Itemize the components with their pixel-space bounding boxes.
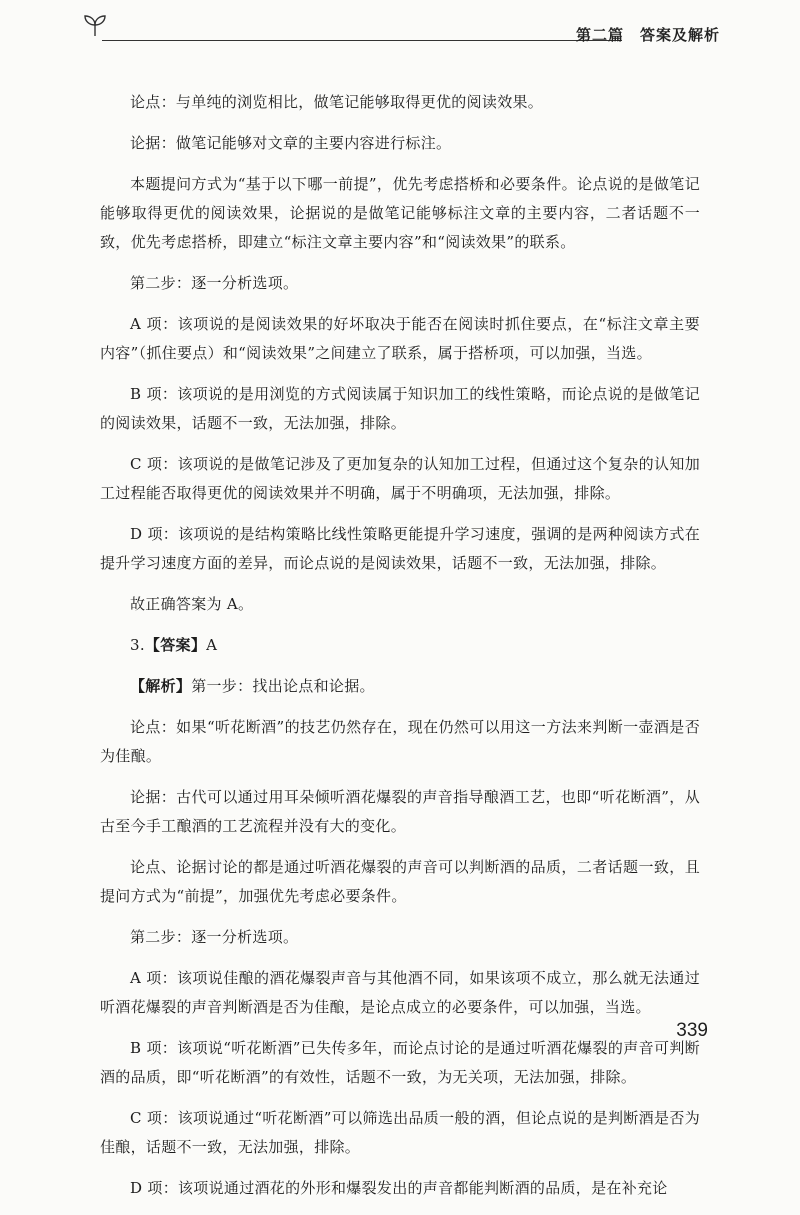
section-title: 第二篇 答案及解析 bbox=[575, 26, 720, 44]
analysis-tag: 【解析】 bbox=[130, 677, 192, 695]
page-body bbox=[100, 88, 700, 1215]
analysis-line bbox=[100, 672, 700, 701]
paragraph: A 项：该项说的是阅读效果的好坏取决于能否在阅读时抓住要点，在“标注文章主要内容”（抓住要点）和“阅读效果”之间建立了联系，属于搭桥项，可以加强，当选。 bbox=[100, 315, 700, 362]
paragraph: 第二步：逐一分析选项。 bbox=[130, 928, 299, 946]
page-number: 339 bbox=[676, 1020, 708, 1041]
paragraph: B 项：该项说“听花断酒”已失传多年，而论点讨论的是通过听酒花爆裂的声音可判断酒的品质，即“听花断酒”的有效性，话题不一致，为无关项，无法加强，排除。 bbox=[100, 1039, 700, 1086]
sprout-icon bbox=[82, 12, 108, 38]
answer-line bbox=[100, 631, 700, 660]
paragraph: C 项：该项说通过“听花断酒”可以筛选出品质一般的酒，但论点说的是判断酒是否为佳酿，话题不一致，无法加强，排除。 bbox=[100, 1109, 700, 1156]
answer-value: A bbox=[206, 636, 218, 654]
paragraph: 故正确答案为 A。 bbox=[130, 595, 254, 613]
paragraph: 第二步：逐一分析选项。 bbox=[130, 274, 299, 292]
paragraph: B 项：该项说的是用浏览的方式阅读属于知识加工的线性策略，而论点说的是做笔记的阅读效果，话题不一致，无法加强，排除。 bbox=[100, 385, 700, 432]
answer-tag: 【答案】 bbox=[144, 636, 207, 654]
paragraph: D 项：该项说通过酒花的外形和爆裂发出的声音都能判断酒的品质，是在补充论 bbox=[130, 1179, 668, 1197]
question-number: 3. bbox=[130, 636, 145, 654]
paragraph: 本题提问方式为“基于以下哪一前提”，优先考虑搭桥和必要条件。论点说的是做笔记能够取得更优的阅读效果，论据说的是做笔记能够标注文章的主要内容，二者话题不一致，优先考虑搭桥，即建立“标注文章主要内容”和“阅读效果”的联系。 bbox=[100, 175, 700, 251]
paragraph: 论据：古代可以通过用耳朵倾听酒花爆裂的声音指导酿酒工艺，也即“听花断酒”，从古至今手工酿酒的工艺流程并没有大的变化。 bbox=[100, 788, 700, 835]
paragraph: A 项：该项说佳酿的酒花爆裂声音与其他酒不同，如果该项不成立，那么就无法通过听酒花爆裂的声音判断酒是否为佳酿，是论点成立的必要条件，可以加强，当选。 bbox=[100, 969, 700, 1016]
paragraph: 论据：做笔记能够对文章的主要内容进行标注。 bbox=[130, 134, 452, 152]
analysis-text: 第一步：找出论点和论据。 bbox=[191, 677, 375, 695]
paragraph: D 项：该项说的是结构策略比线性策略更能提升学习速度，强调的是两种阅读方式在提升学习速度方面的差异，而论点说的是阅读效果，话题不一致，无法加强，排除。 bbox=[100, 525, 700, 572]
paragraph: 论点：如果“听花断酒”的技艺仍然存在，现在仍然可以用这一方法来判断一壶酒是否为佳酿。 bbox=[100, 718, 700, 765]
paragraph: 论点、论据讨论的都是通过听酒花爆裂的声音可以判断酒的品质，二者话题一致，且提问方式为“前提”，加强优先考虑必要条件。 bbox=[100, 858, 700, 905]
paragraph: 论点：与单纯的浏览相比，做笔记能够取得更优的阅读效果。 bbox=[130, 93, 544, 111]
header-rule bbox=[102, 40, 622, 41]
paragraph: C 项：该项说的是做笔记涉及了更加复杂的认知加工过程，但通过这个复杂的认知加工过程能否取得更优的阅读效果并不明确，属于不明确项，无法加强，排除。 bbox=[100, 455, 700, 502]
running-header bbox=[82, 10, 720, 50]
